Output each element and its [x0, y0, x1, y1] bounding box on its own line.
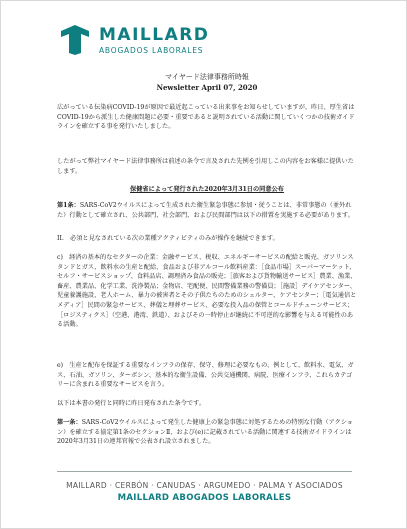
brand-logo: [59, 23, 259, 63]
newsletter-date: Newsletter April 07, 2020: [156, 83, 258, 92]
article-first: [57, 201, 357, 220]
footer-partners: MAILLARD · CERBÓN · CANUDAS · ARGUMEDO · PALMA Y ASOCIADOS: [66, 481, 343, 490]
effect-line: 以下は本書の発行と同時に昨日発布された条令です。: [57, 400, 206, 407]
article-one-text: SARS-CoV2ウイルスによって発生した健康上の緊急事態に対処するための特別な行動（アクション）を確立する協定第1条のセクションⅡ、および(e)に記載されている活動に関連する技術ガイドラインは2020年3月31日の連邦官報で公表され設立されました。: [57, 419, 353, 446]
article-first-label: 第1条：: [57, 202, 80, 209]
section-ii: II. 必須と見なされている次の業種アクティビティのみが操作を継続できます。: [57, 235, 279, 242]
intro-paragraph: 広がっている伝染病COVID-19が原因で最近起こっている出来事をお知らせしていますが、昨日、厚生省はCOVID-19から派生した健康問題に必要・重要であると説明されている活動に関していくつかの技術ガイドラインを確立する事を発行いたしました。: [57, 104, 355, 131]
article-first-text: SARS-CoV2ウイルスによって生成された衛生緊急事態に参加・従うことは、非常事態の（並外れた）行動として確立され、公共部門、社会部門、および民間部門は以下の措置を実施する必要があります。: [57, 202, 354, 219]
intro-paragraph-2: したがって弊社マイヤード法律事務所は前述の条令で言及された先例を引用しこの内容をお客様に提供いたします。: [57, 158, 354, 175]
item-c: c) 経済の基本的なセクターの企業：金融サービス、税収、エネルギーサービスの配給と販売、ガソリンスタンドとガス、飲料水の生産と配給、食品および非アルコール飲料産業：［食品市場］スーパーマーケット、セルフ・サービスショップ、食料品店、調理済み食品の販売；［旅客および貨物輸送サービス］農業、漁業、畜産、農業品、化学工業、洗浄製品；金物店、宅配便、民間警備業務の警備員；［施設］デイケアセンター、児童養護施設、老人ホーム、暴力の被害者とその子供たちのためのシェルター、ケアセンター；［電気通信とメディア］民間の緊急サービス、葬儀と埋葬サービス、必要な投入品の保管とコールドチェーンサービス；［ロジスティクス］（空港、港湾、鉄道）、およびその一時停止が継続に不可逆的な影響を与える可能性のある活動。: [57, 254, 357, 329]
item-e: e) 生産と配布を保証する重要なインフラの保存、保守、修理に必要なもの、例として、飲料水、電気、ガス、石油、ガソリン、ターボシン、基本的な衛生設備、公共交通機関、病院、医療インフラ、これらカテゴリーに含まれる重要なサービスを言う。: [57, 362, 354, 389]
footer-divider: [57, 471, 352, 472]
footer-firm-name: MAILLARD ABOGADOS LABORALES: [117, 493, 292, 503]
article-one: [57, 418, 357, 447]
brand-subtitle: ABOGADOS LABORALES: [99, 46, 204, 55]
maillard-logo-icon: [59, 25, 91, 55]
section-title: 保健省によって発行された2020年3月31日の同意公布: [130, 186, 284, 193]
brand-name: MAILLARD: [99, 25, 210, 45]
article-one-label: 第一条：: [57, 419, 82, 426]
newsletter-title: マイヤード法律事務所時報: [165, 73, 249, 81]
